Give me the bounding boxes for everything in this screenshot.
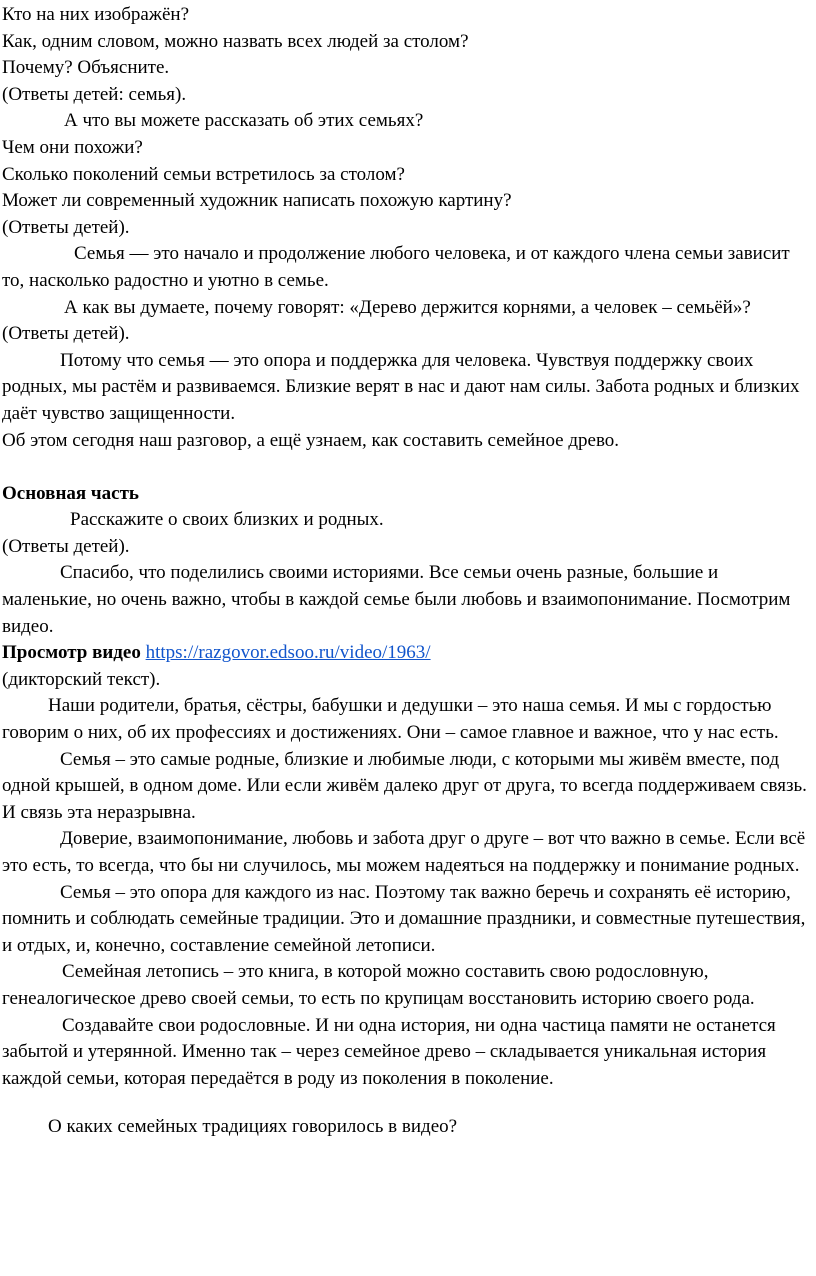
paragraph-tree-roots: А как вы думаете, почему говорят: «Дерево держится корнями, а человек – семьёй»? (Ответы детей). [2,296,751,345]
question-who-depicted: Кто на них изображён? [2,4,190,25]
video-line [2,640,810,667]
question-traditions: О каких семейных традициях говорилось в видео? [48,1116,458,1138]
video-link[interactable]: https://razgovor.edsoo.ru/video/1963/ [145,642,431,664]
paragraph-chronicle: Семейная летопись – это книга, в которой можно составить свою родословную, генеалогическое древо своей семьи, то есть по крупицам восстановить историю своего рода. [2,961,755,1009]
paragraph-family-support: Семья – это опора для каждого из нас. Поэтому так важно беречь и сохранять её историю, помнить и соблюдать семейные традиции. Это и домашние праздники, и совместные путешествия, и отдых, и, конечно, составление семейной летописи. [2,881,806,956]
paragraph-support: Потому что семья — это опора и поддержка для человека. Чувствуя поддержку своих родных, мы растём и развиваемся. Близкие верят в нас и дают нам силы. Забота родных и близких даёт чувство защищенности. [2,349,800,424]
question-about-families: А что вы можете рассказать об этих семьях? [64,110,424,132]
question-similarity: Чем они похожи? [2,136,143,158]
paragraph-our-family: Наши родители, братья, сёстры, бабушки и дедушки – это наша семья. И мы с гордостью говорим о них, об их профессиях и достижениях. Они – самое главное и важное, что у нас есть. [2,695,779,744]
question-modern-artist: Может ли современный художник написать похожую картину? [2,190,512,212]
question-why: Почему? Объясните. [2,57,170,79]
blank-line [2,454,810,481]
question-one-word: Как, одним словом, можно назвать всех людей за столом? [2,30,469,52]
video-label: Просмотр видео [2,642,141,664]
paragraph-todays-talk: Об этом сегодня наш разговор, а ещё узнаем, как составить семейное древо. [2,429,620,451]
paragraph-thanks: Спасибо, что поделились своими историями. Все семьи очень разные, большие и маленькие, но очень важно, чтобы в каждой семье были любовь и взаимопонимание. Посмотрим видео. [2,562,791,637]
paragraph-family-beginning: Семья — это начало и продолжение любого человека, и от каждого члена семьи зависит то, насколько радостно и уютно в семье. [2,243,790,291]
paragraph-family-closest: Семья – это самые родные, близкие и любимые люди, с которыми мы живём вместе, под одной крышей, в одном доме. Или если живём далеко друг от друга, то всегда поддерживаем связь. И связь эта неразрывна. [2,748,807,823]
blank-line [2,1092,810,1114]
prompt-tell-about-relatives: Расскажите о своих близких и родных. [70,509,384,531]
section-heading-main: Основная часть [2,482,139,504]
children-answer-family: (Ответы детей: семья). [2,83,187,105]
children-answer-main: (Ответы детей). [2,535,130,557]
children-answer: (Ответы детей). [2,216,130,238]
narrator-note: (дикторский текст). [2,668,161,690]
paragraph-pedigree: Создавайте свои родословные. И ни одна история, ни одна частица памяти не останется забытой и утерянной. Именно так – через семейное древо – складывается уникальная история каждой семьи, которая передаётся в роду из поколения в поколение. [2,1014,776,1089]
question-generations: Сколько поколений семьи встретилось за столом? [2,163,405,185]
paragraph-trust: Доверие, взаимопонимание, любовь и забота друг о друге – вот что важно в семье. Если всё это есть, то всегда, что бы ни случилось, мы можем надеяться на поддержку и понимание родных. [2,828,806,876]
